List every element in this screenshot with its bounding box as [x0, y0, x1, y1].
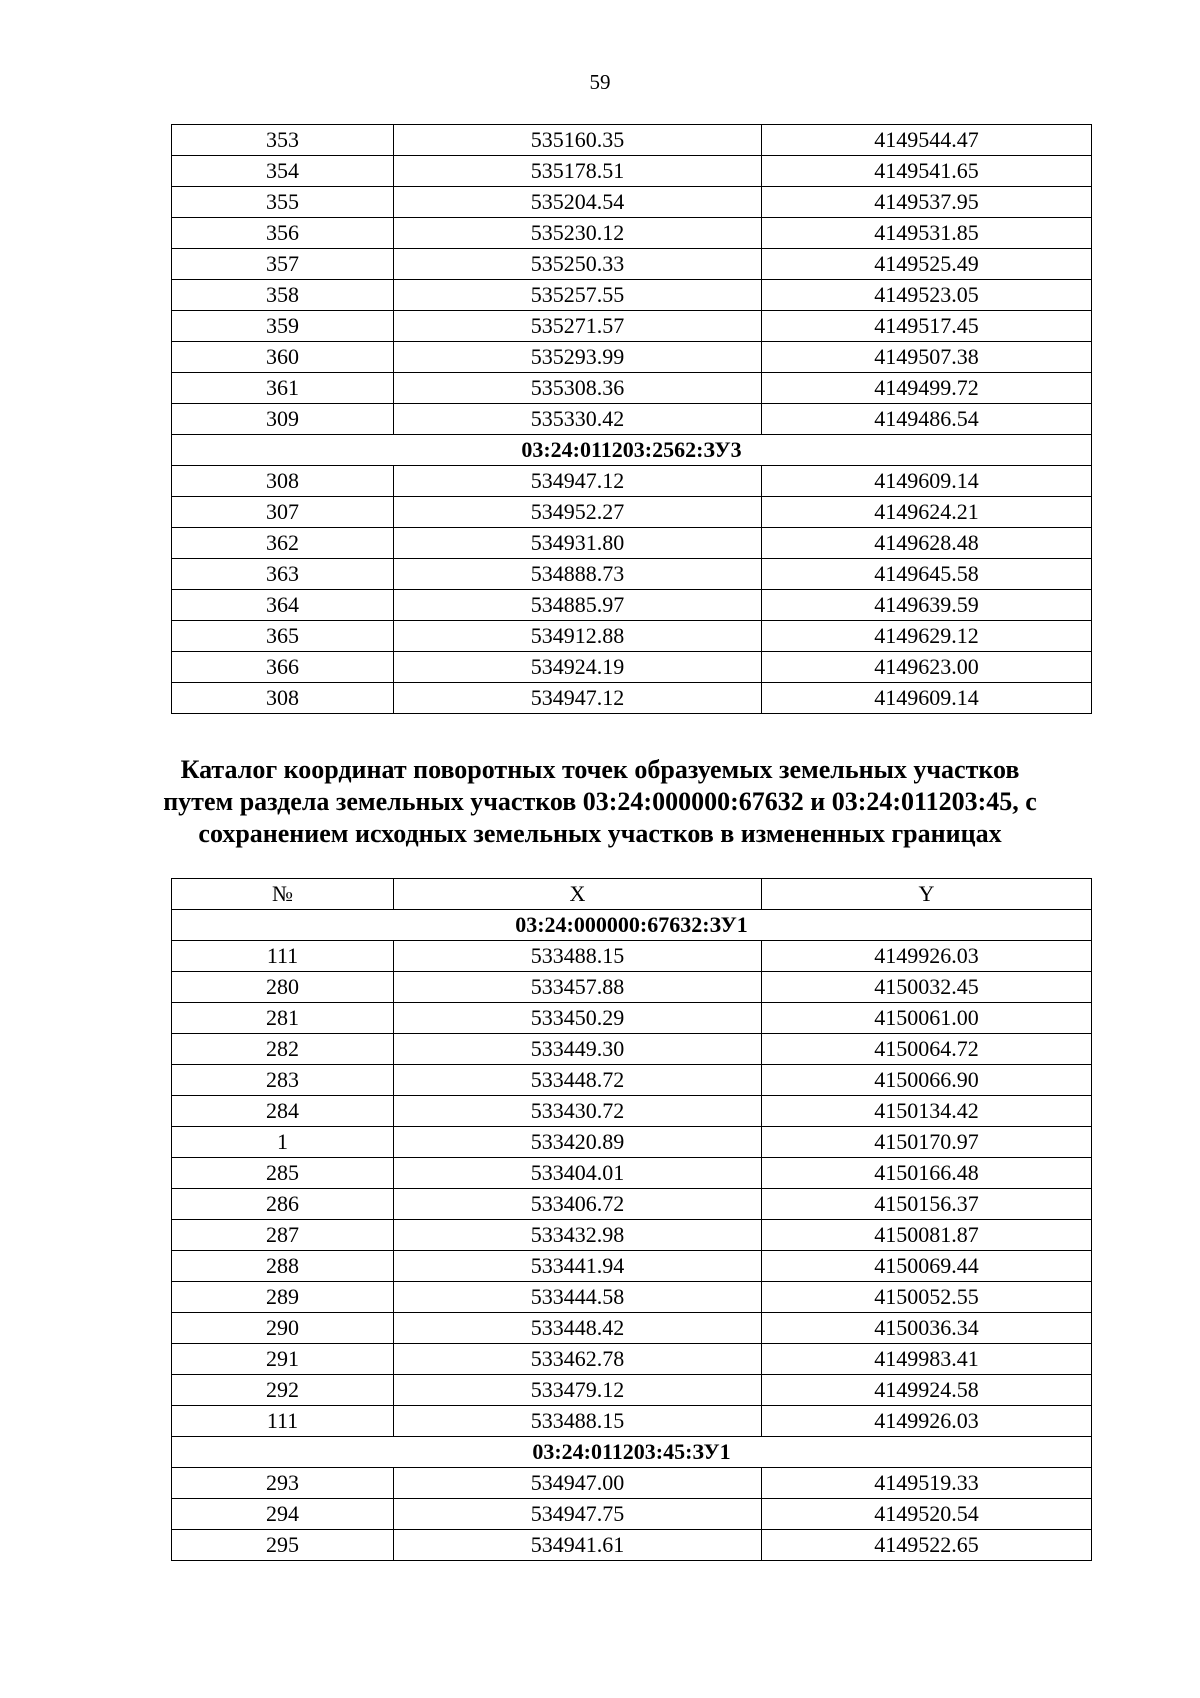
table-row [172, 652, 1092, 683]
x-coordinate-cell: 534912.88 [394, 621, 762, 652]
point-number-cell: 363 [172, 559, 394, 590]
y-coordinate-cell: 4149541.65 [762, 156, 1092, 187]
point-number-cell: 308 [172, 683, 394, 714]
x-coordinate-cell: 535230.12 [394, 218, 762, 249]
table-row [172, 1220, 1092, 1251]
point-number-cell: 307 [172, 497, 394, 528]
y-coordinate-cell: 4149537.95 [762, 187, 1092, 218]
y-coordinate-cell: 4149522.65 [762, 1530, 1092, 1561]
point-number-cell: 111 [172, 941, 394, 972]
y-coordinate-cell: 4150052.55 [762, 1282, 1092, 1313]
point-number-cell: 364 [172, 590, 394, 621]
x-coordinate-cell: 533448.72 [394, 1065, 762, 1096]
point-number-cell: 284 [172, 1096, 394, 1127]
table-row [172, 1158, 1092, 1189]
x-coordinate-cell: 534947.00 [394, 1468, 762, 1499]
point-number-cell: 292 [172, 1375, 394, 1406]
point-number-cell: 280 [172, 972, 394, 1003]
y-coordinate-cell: 4150036.34 [762, 1313, 1092, 1344]
point-number-cell: 282 [172, 1034, 394, 1065]
point-number-cell: 358 [172, 280, 394, 311]
x-coordinate-cell: 534885.97 [394, 590, 762, 621]
x-coordinate-cell: 534924.19 [394, 652, 762, 683]
y-coordinate-cell: 4150066.90 [762, 1065, 1092, 1096]
section-row [172, 910, 1092, 941]
table-row [172, 1530, 1092, 1561]
x-coordinate-cell: 535308.36 [394, 373, 762, 404]
table-row [172, 1344, 1092, 1375]
x-coordinate-cell: 533406.72 [394, 1189, 762, 1220]
y-coordinate-cell: 4149519.33 [762, 1468, 1092, 1499]
y-coordinate-cell: 4149499.72 [762, 373, 1092, 404]
point-number-cell: 355 [172, 187, 394, 218]
y-coordinate-cell: 4149525.49 [762, 249, 1092, 280]
point-number-cell: 294 [172, 1499, 394, 1530]
y-coordinate-cell: 4149520.54 [762, 1499, 1092, 1530]
y-coordinate-cell: 4150069.44 [762, 1251, 1092, 1282]
table-row [172, 941, 1092, 972]
y-coordinate-cell: 4149926.03 [762, 941, 1092, 972]
x-coordinate-cell: 535271.57 [394, 311, 762, 342]
point-number-cell: 283 [172, 1065, 394, 1096]
y-coordinate-cell: 4149983.41 [762, 1344, 1092, 1375]
coordinates-table-continued [171, 124, 1092, 714]
table-row [172, 1127, 1092, 1158]
table-row [172, 1034, 1092, 1065]
x-coordinate-cell: 535204.54 [394, 187, 762, 218]
point-number-cell: 357 [172, 249, 394, 280]
y-coordinate-cell: 4149486.54 [762, 404, 1092, 435]
table-row [172, 187, 1092, 218]
x-coordinate-cell: 533404.01 [394, 1158, 762, 1189]
x-coordinate-cell: 533420.89 [394, 1127, 762, 1158]
y-coordinate-cell: 4149629.12 [762, 621, 1092, 652]
y-coordinate-cell: 4149523.05 [762, 280, 1092, 311]
y-coordinate-cell: 4149628.48 [762, 528, 1092, 559]
x-coordinate-cell: 533441.94 [394, 1251, 762, 1282]
x-coordinate-cell: 534947.12 [394, 466, 762, 497]
table-row [172, 528, 1092, 559]
y-coordinate-cell: 4149926.03 [762, 1406, 1092, 1437]
table-header [172, 879, 1092, 910]
coordinates-catalog-table [171, 878, 1092, 1561]
page-number: 59 [589, 70, 611, 94]
table-row [172, 404, 1092, 435]
x-coordinate-cell: 535160.35 [394, 125, 762, 156]
point-number-cell: 286 [172, 1189, 394, 1220]
y-coordinate-cell: 4149609.14 [762, 466, 1092, 497]
point-number-cell: 360 [172, 342, 394, 373]
table-row [172, 1313, 1092, 1344]
table-row [172, 1468, 1092, 1499]
x-coordinate-cell: 533444.58 [394, 1282, 762, 1313]
table-row [172, 1065, 1092, 1096]
y-coordinate-cell: 4149531.85 [762, 218, 1092, 249]
x-coordinate-cell: 533488.15 [394, 1406, 762, 1437]
x-coordinate-cell: 534888.73 [394, 559, 762, 590]
point-number-cell: 356 [172, 218, 394, 249]
point-number-cell: 290 [172, 1313, 394, 1344]
x-coordinate-cell: 533432.98 [394, 1220, 762, 1251]
x-coordinate-cell: 533462.78 [394, 1344, 762, 1375]
table-row [172, 249, 1092, 280]
table-row [172, 1406, 1092, 1437]
x-coordinate-cell: 533457.88 [394, 972, 762, 1003]
section-label: 03:24:011203:2562:ЗУ3 [172, 435, 1092, 466]
x-coordinate-cell: 534947.12 [394, 683, 762, 714]
x-coordinate-cell: 533479.12 [394, 1375, 762, 1406]
table-row [172, 621, 1092, 652]
y-coordinate-cell: 4150166.48 [762, 1158, 1092, 1189]
x-coordinate-cell: 533488.15 [394, 941, 762, 972]
section-label: 03:24:011203:45:ЗУ1 [172, 1437, 1092, 1468]
x-coordinate-cell: 534931.80 [394, 528, 762, 559]
y-coordinate-cell: 4149544.47 [762, 125, 1092, 156]
point-number-cell: 353 [172, 125, 394, 156]
table-body [172, 125, 1092, 714]
x-coordinate-cell: 535330.42 [394, 404, 762, 435]
point-number-cell: 281 [172, 1003, 394, 1034]
table-row [172, 156, 1092, 187]
catalog-title-line-2: путем раздела земельных участков 03:24:000000:67632 и 03:24:011203:45, с [163, 787, 1037, 816]
point-number-cell: 308 [172, 466, 394, 497]
table-row [172, 280, 1092, 311]
point-number-cell: 362 [172, 528, 394, 559]
section-row [172, 435, 1092, 466]
point-number-cell: 285 [172, 1158, 394, 1189]
y-coordinate-cell: 4150134.42 [762, 1096, 1092, 1127]
point-number-cell: 354 [172, 156, 394, 187]
table-row [172, 590, 1092, 621]
point-number-cell: 288 [172, 1251, 394, 1282]
y-coordinate-cell: 4150170.97 [762, 1127, 1092, 1158]
y-coordinate-cell: 4150061.00 [762, 1003, 1092, 1034]
table-body [172, 910, 1092, 1561]
header-y: Y [762, 879, 1092, 910]
x-coordinate-cell: 534941.61 [394, 1530, 762, 1561]
y-coordinate-cell: 4150081.87 [762, 1220, 1092, 1251]
x-coordinate-cell: 535293.99 [394, 342, 762, 373]
y-coordinate-cell: 4149507.38 [762, 342, 1092, 373]
x-coordinate-cell: 533450.29 [394, 1003, 762, 1034]
section-row [172, 1437, 1092, 1468]
catalog-title-line-3: сохранением исходных земельных участков в измененных границах [198, 819, 1002, 848]
table-row [172, 218, 1092, 249]
x-coordinate-cell: 535257.55 [394, 280, 762, 311]
point-number-cell: 291 [172, 1344, 394, 1375]
table-row [172, 466, 1092, 497]
table-row [172, 683, 1092, 714]
point-number-cell: 295 [172, 1530, 394, 1561]
table-row [172, 497, 1092, 528]
y-coordinate-cell: 4149639.59 [762, 590, 1092, 621]
point-number-cell: 359 [172, 311, 394, 342]
y-coordinate-cell: 4149623.00 [762, 652, 1092, 683]
table-row [172, 972, 1092, 1003]
point-number-cell: 361 [172, 373, 394, 404]
y-coordinate-cell: 4150156.37 [762, 1189, 1092, 1220]
x-coordinate-cell: 535250.33 [394, 249, 762, 280]
table-row [172, 1189, 1092, 1220]
point-number-cell: 1 [172, 1127, 394, 1158]
y-coordinate-cell: 4150032.45 [762, 972, 1092, 1003]
table-row [172, 1251, 1092, 1282]
header-number: № [172, 879, 394, 910]
table-row [172, 125, 1092, 156]
y-coordinate-cell: 4149924.58 [762, 1375, 1092, 1406]
x-coordinate-cell: 534952.27 [394, 497, 762, 528]
y-coordinate-cell: 4149609.14 [762, 683, 1092, 714]
point-number-cell: 365 [172, 621, 394, 652]
table-row [172, 373, 1092, 404]
x-coordinate-cell: 533449.30 [394, 1034, 762, 1065]
point-number-cell: 111 [172, 1406, 394, 1437]
x-coordinate-cell: 533430.72 [394, 1096, 762, 1127]
table-row [172, 1282, 1092, 1313]
header-row [172, 879, 1092, 910]
catalog-title [100, 754, 1100, 850]
table-row [172, 311, 1092, 342]
table-row [172, 1375, 1092, 1406]
point-number-cell: 289 [172, 1282, 394, 1313]
table-row [172, 342, 1092, 373]
y-coordinate-cell: 4149517.45 [762, 311, 1092, 342]
point-number-cell: 366 [172, 652, 394, 683]
x-coordinate-cell: 534947.75 [394, 1499, 762, 1530]
x-coordinate-cell: 533448.42 [394, 1313, 762, 1344]
table-row [172, 559, 1092, 590]
point-number-cell: 309 [172, 404, 394, 435]
point-number-cell: 287 [172, 1220, 394, 1251]
table-row [172, 1499, 1092, 1530]
point-number-cell: 293 [172, 1468, 394, 1499]
y-coordinate-cell: 4149624.21 [762, 497, 1092, 528]
x-coordinate-cell: 535178.51 [394, 156, 762, 187]
catalog-title-line-1: Каталог координат поворотных точек образуемых земельных участков [180, 755, 1020, 784]
table-row [172, 1003, 1092, 1034]
y-coordinate-cell: 4150064.72 [762, 1034, 1092, 1065]
section-label: 03:24:000000:67632:ЗУ1 [172, 910, 1092, 941]
header-x: X [394, 879, 762, 910]
table-row [172, 1096, 1092, 1127]
y-coordinate-cell: 4149645.58 [762, 559, 1092, 590]
